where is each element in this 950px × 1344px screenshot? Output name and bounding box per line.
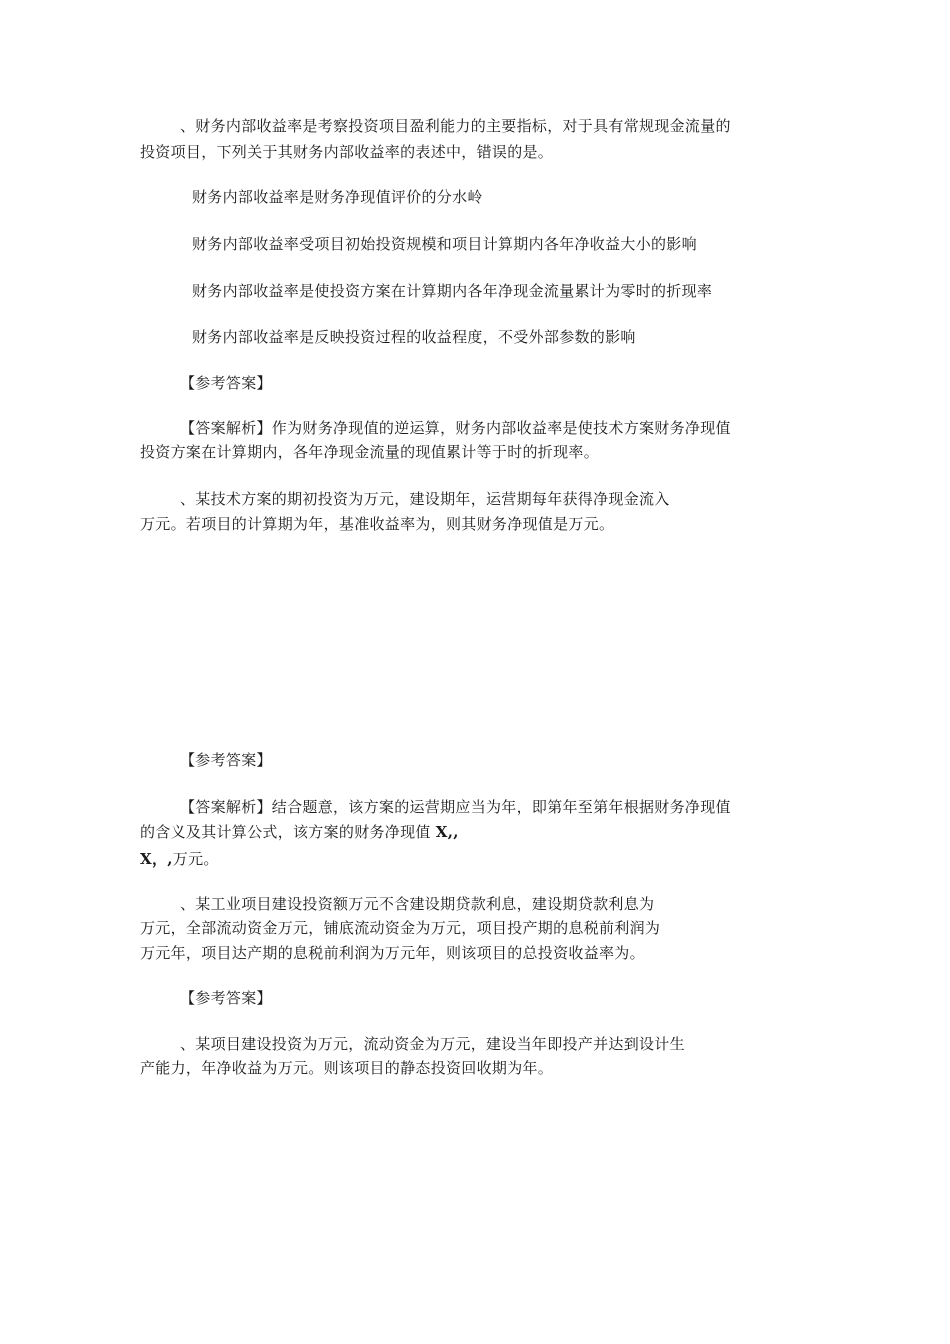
q3-answer-label: 【参考答案】 bbox=[180, 989, 272, 1007]
q1-option-a: 财务内部收益率是财务净现值评价的分水岭 bbox=[192, 188, 483, 206]
q1-option-b: 财务内部收益率受项目初始投资规模和项目计算期内各年净收益大小的影响 bbox=[192, 235, 697, 253]
q2-answer-label: 【参考答案】 bbox=[180, 751, 272, 769]
q1-option-c: 财务内部收益率是使投资方案在计算期内各年净现金流量累计为零时的折现率 bbox=[192, 282, 713, 300]
q1-option-d: 财务内部收益率是反映投资过程的收益程度，不受外部参数的影响 bbox=[192, 328, 636, 346]
q2-formula-fragment-1: X,, bbox=[435, 823, 459, 841]
q4-stem-line2: 产能力，年净收益为万元。则该项目的静态投资回收期为年。 bbox=[140, 1059, 554, 1077]
q3-stem-line3: 万元年，项目达产期的息税前利润为万元年，则该项目的总投资收益率为。 bbox=[140, 944, 645, 962]
q1-analysis-line1: 【答案解析】作为财务净现值的逆运算，财务内部收益率是使技术方案财务净现值 bbox=[180, 419, 731, 437]
q1-stem-line1: 、财务内部收益率是考察投资项目盈利能力的主要指标，对于具有常规现金流量的 bbox=[180, 117, 731, 135]
q2-analysis-line1: 【答案解析】结合题意，该方案的运营期应当为年，即第年至第年根据财务净现值 bbox=[180, 798, 731, 816]
q1-stem-line2: 投资项目，下列关于其财务内部收益率的表述中，错误的是。 bbox=[140, 143, 554, 161]
q2-analysis-line2-text: 的含义及其计算公式，该方案的财务净现值 bbox=[140, 823, 436, 841]
q2-analysis-line2 bbox=[140, 822, 459, 842]
q2-analysis-line3-text: 万元。 bbox=[172, 850, 219, 868]
q2-stem-line1: 、某技术方案的期初投资为万元，建设期年，运营期每年获得净现金流入 bbox=[180, 490, 670, 508]
q3-stem-line1: 、某工业项目建设投资额万元不含建设期贷款利息，建设期贷款利息为 bbox=[180, 895, 655, 913]
q3-stem-line2: 万元，全部流动资金万元，铺底流动资金为万元，项目投产期的息税前利润为 bbox=[140, 919, 661, 937]
q1-analysis-line2: 投资方案在计算期内，各年净现金流量的现值累计等于时的折现率。 bbox=[140, 443, 600, 461]
q2-analysis-line3 bbox=[140, 849, 219, 869]
q2-stem-line2: 万元。若项目的计算期为年，基准收益率为，则其财务净现值是万元。 bbox=[140, 515, 615, 533]
q2-formula-fragment-2: X，, bbox=[140, 850, 173, 868]
q1-answer-label: 【参考答案】 bbox=[180, 374, 272, 392]
q4-stem-line1: 、某项目建设投资为万元，流动资金为万元，建设当年即投产并达到设计生 bbox=[180, 1035, 685, 1053]
